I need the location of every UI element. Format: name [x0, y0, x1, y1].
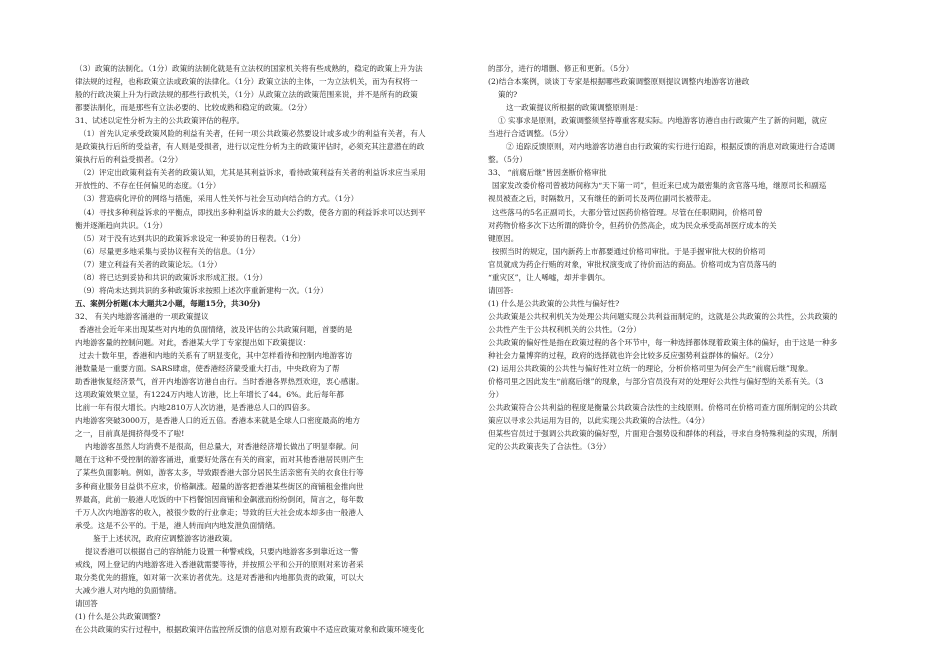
text-line: 开放性的、不存在任何偏见的态度。（1分） — [75, 181, 221, 191]
text-line: 分） — [488, 390, 504, 400]
text-line: 助香港恢复经济景气，首开内地游客访港自由行。当时香港各界热烈欢迎，衷心感谢。 — [75, 377, 364, 387]
text-line: 取分类优先的措施，如对第一次来访者优先。这是对香港和内地都负责的政策，可以大 — [75, 572, 364, 582]
text-line: 多种商业服务目益供不应求，价格飙涨。超量的游客把香港某些街区的商铺租金推向世 — [75, 481, 364, 491]
text-line: 这项政策效果立显，有1224万内地人访港，比上年增长了44。6%。此后每年都 — [75, 390, 344, 400]
text-line: 官员就成为药企行贿的对象，审批权演变成了待价而沽的商品。价格司成为官员落马的 — [488, 259, 777, 269]
text-line: 提议香港可以根据自己的容纳能力设置一种警戒线，只要内地游客多到靠近这一警 — [85, 546, 359, 556]
text-line: 32、 有关内地游客涌港的一项政策提议 — [75, 311, 209, 321]
text-line: 请回答: — [488, 285, 514, 295]
text-line: (2)结合本案例，谈谈丁专家是根据哪些政策调整原则提议调整内地游客访港政 — [488, 77, 750, 87]
text-line: ① 实事求是原则，政策调整须坚持尊重客观实际。内地游客访港自由行政策产生了新的问题，就应 — [498, 116, 827, 126]
text-line: 内地游客突破3000万，是香港人口的近五倍。香港本来就是全球人口密度最高的地方 — [75, 416, 361, 426]
text-line: 五、案例分析题(本大题共2小题，每题15分，共30分) — [75, 298, 261, 308]
text-line: 公共政策的偏好性是指在政策过程的各个环节中，每一种选择都体现着政策主体的偏好，由于这是一种多 — [488, 337, 838, 347]
text-line: 衡并逐渐趋向共识。（1分） — [75, 220, 168, 230]
text-line: 戒线，网上登记的内地游客进入香港就需要等待，并按照公平和公开的原则对来访者采 — [75, 559, 364, 569]
text-line: 但某些官员过于强调公共政策的偏好型，片面迎合强势设和群体的利益，寻求自身特殊利益的实现，所制 — [488, 429, 838, 439]
text-line: 33、 “前腐后继”皆因垄断价格审批 — [488, 168, 607, 178]
text-line: （8）将已达到妥协和共识的政策诉求形成汇报。（1分） — [79, 272, 268, 282]
text-line: 都要法制化，而是那些有立法必要的、比较成熟和稳定的政策。（2分） — [75, 103, 312, 113]
text-line: （3）政策的法制化。（1分）政策的法制化就是有立法权的国家机关将有些成熟的，稳定的政策上升为法 — [75, 64, 423, 73]
text-line: （1）首先认定承受政策风险的利益有关者，任何一项公共政策必然要设计或多或少的利益有关者，有人 — [79, 129, 426, 139]
text-line: 千万人次内地游客的收入，被很少数的行业拿走；导致的巨大社会成本却多由一般港人 — [75, 507, 364, 517]
text-line: 港数量是一重要方面。SARS肆虐，使香港经济蒙受重大打击，中央政府为了帮 — [75, 364, 340, 374]
text-line: 了某些负面影响。例如，游客太多，导致跟香港大部分居民生活亲密有关的衣食住行等 — [75, 468, 364, 478]
text-line: （2）评定出政策利益有关者的政策认知，尤其是其利益诉求，看待政策利益有关者的利益诉求应当采用 — [79, 168, 426, 178]
text-line: 大减少港人对内地的负面情绪。 — [75, 585, 182, 595]
text-line: （4）寻找多种利益诉求的平衡点，即找出多种利益诉求的最大公约数，使各方面的利益诉求可以达到平 — [79, 207, 426, 217]
text-line: 价格司里之因此发生“前腐后继”的现象，与部分官员没有对的处理好公共性与偏好型的关系有关。（3 — [488, 377, 824, 387]
text-line: （3）营造病化评价的网络与措施，采用人性关怀与社会互动向结合的方式。（1分） — [79, 194, 359, 204]
text-line: 在公共政策的实行过程中，根据政策评估监控所反馈的信息对原有政策中不适应政策对象和政策环境变化 — [75, 625, 425, 635]
text-line: 策的? — [498, 90, 518, 100]
text-line: 定的公共政策丧失了合法性。（3分） — [488, 442, 611, 452]
text-line: (1) 什么是公共政策调整? — [75, 611, 161, 621]
text-line: 国家发改委价格司曾被坊间称为“天下第一司”，但近来已成为最密集的贪官落马地，继原司长和副巡 — [492, 181, 827, 191]
text-line: ② 追踪反馈原则，对内地游客访港自由行政策的实行进行追踪，根据反馈的消息对政策进行合适调 — [506, 142, 835, 152]
text-line: （6）尽量更多地采集与妥协议程有关的信息。（1分） — [79, 246, 260, 256]
text-line: 承受。这是不公平的。于是，港人转而向内地发泄负面情绪。 — [75, 520, 281, 530]
text-line: 这一政策提议所根据的政策调整原则是： — [506, 103, 643, 113]
text-line: 题在于这种不受控制的游客涌进，重要好处落在有关的商家，而对其他香港居民则产生 — [75, 455, 364, 465]
text-line: 公共性产生于公共权利机关的公共性。（2分） — [488, 324, 641, 334]
text-line: 是政策执行后所的受益者，有人则是受损者，进行以定性分析为主的政策评估时，必须充其注意潜在的政 — [75, 142, 425, 152]
text-line: 界最高，此前一般港人吃饭的中下档餐馆因商铺和金飙涨而纷纷倒闭，简言之，每年数 — [75, 494, 364, 504]
text-line: 内地游客量的控制问题。对此，香港某大学丁专家提出如下政策提议： — [75, 337, 311, 347]
text-line: 对药物价格多次下达所谓的降价令，但药价仍然高企，成为民众承受高昂医疗成本的关 — [488, 220, 777, 230]
text-line: 这些落马的5名正副司长，大都分管过医药价格管理。尽管在任职期间，价格司曾 — [492, 207, 763, 217]
text-line: 之一，目前真是拥挤得受不了啦! — [75, 429, 185, 439]
text-line: (1) 什么是公共政策的公共性与偏好性? — [488, 298, 620, 308]
text-line: 策应以寻求公共运用为目的，以此实现公共政策的合法性。（4分） — [488, 416, 710, 426]
text-line: 香港社会近年来出现某些对内地的负面情绪，波及评估的公共政策问题，首要的是 — [79, 324, 353, 334]
text-line: 当进行合适调整。（5分） — [488, 129, 573, 139]
text-line: 内地游客虽然人均消费不是很高，但总量大，对香港经济增长做出了明显奉献。问 — [85, 442, 359, 452]
text-line: 视员被查之后，时隔数月，又有继任的新司长及两位副司长被带走。 — [488, 194, 716, 204]
text-line: 的部分，进行的增删、修正和更新。（5分） — [488, 64, 634, 73]
text-line: 公共政策符合公共利益的程度是衡量公共政策合法性的主线原则。价格司在价格司查方面所制定的公共政 — [488, 403, 838, 413]
text-line: （5）对于没有达到共识的政策诉求设定一种妥协的日程表。（1分） — [79, 233, 306, 243]
text-line: （9）将尚未达到共识的多种政策诉求按照上述次序重新建构一次。（1分） — [79, 285, 328, 295]
text-line: 比前一年有很大增长。内地2810万人次访港，是香港总人口的四倍多。 — [75, 403, 315, 413]
text-line: 过去十数年里，香港和内地的关系有了明显变化，其中怎样看待和控制内地游客访 — [79, 351, 353, 361]
text-line: 鉴于上述状况，政府应调整游客访港政策。 — [93, 533, 238, 543]
text-line: 31、试述以定性分析为主的公共政策评估的程序。 — [75, 116, 245, 126]
text-line: 律法规的过程，也称政策立法或政策的法律化。（1分）政策立法的主体，一为立法机关，而为有权将一 — [75, 77, 418, 87]
left-column — [75, 62, 485, 636]
text-line: 键原因。 — [488, 233, 519, 243]
text-line: 公共政策是公共权利机关为处理公共问题实现公共利益而制定的，这就是公共政策的公共性，公共政策的 — [488, 311, 838, 321]
right-column — [488, 62, 873, 453]
text-line: 整。（5分） — [488, 155, 527, 165]
text-line: 种社会力量博弈的过程，政府的选择就也许会比较多反应强势利益群体的偏好。（2分） — [488, 351, 778, 361]
text-line: （7）建立利益有关者的政策论坛。（1分） — [79, 259, 222, 269]
text-line: “重灾区”，让人唏嘘，却并非偶尔。 — [488, 272, 610, 282]
text-line: 般的行政决策上升为行政法规的那些行政机关，（1分）从政策立法的政策范围来说，并不是所有的政策 — [75, 90, 418, 100]
text-line: 请回答 — [75, 598, 98, 608]
text-line: 策执行后的利益受损者。（2分） — [75, 155, 183, 165]
text-line: 按照当时的规定，国内新药上市都要通过价格司审批。于是手握审批大权的价格司 — [492, 246, 766, 256]
text-line: (2) 运用公共政策的公共性与偏好性对立统一的理论，分析价格司里为何会产生“前腐后继”现象。 — [488, 364, 813, 374]
